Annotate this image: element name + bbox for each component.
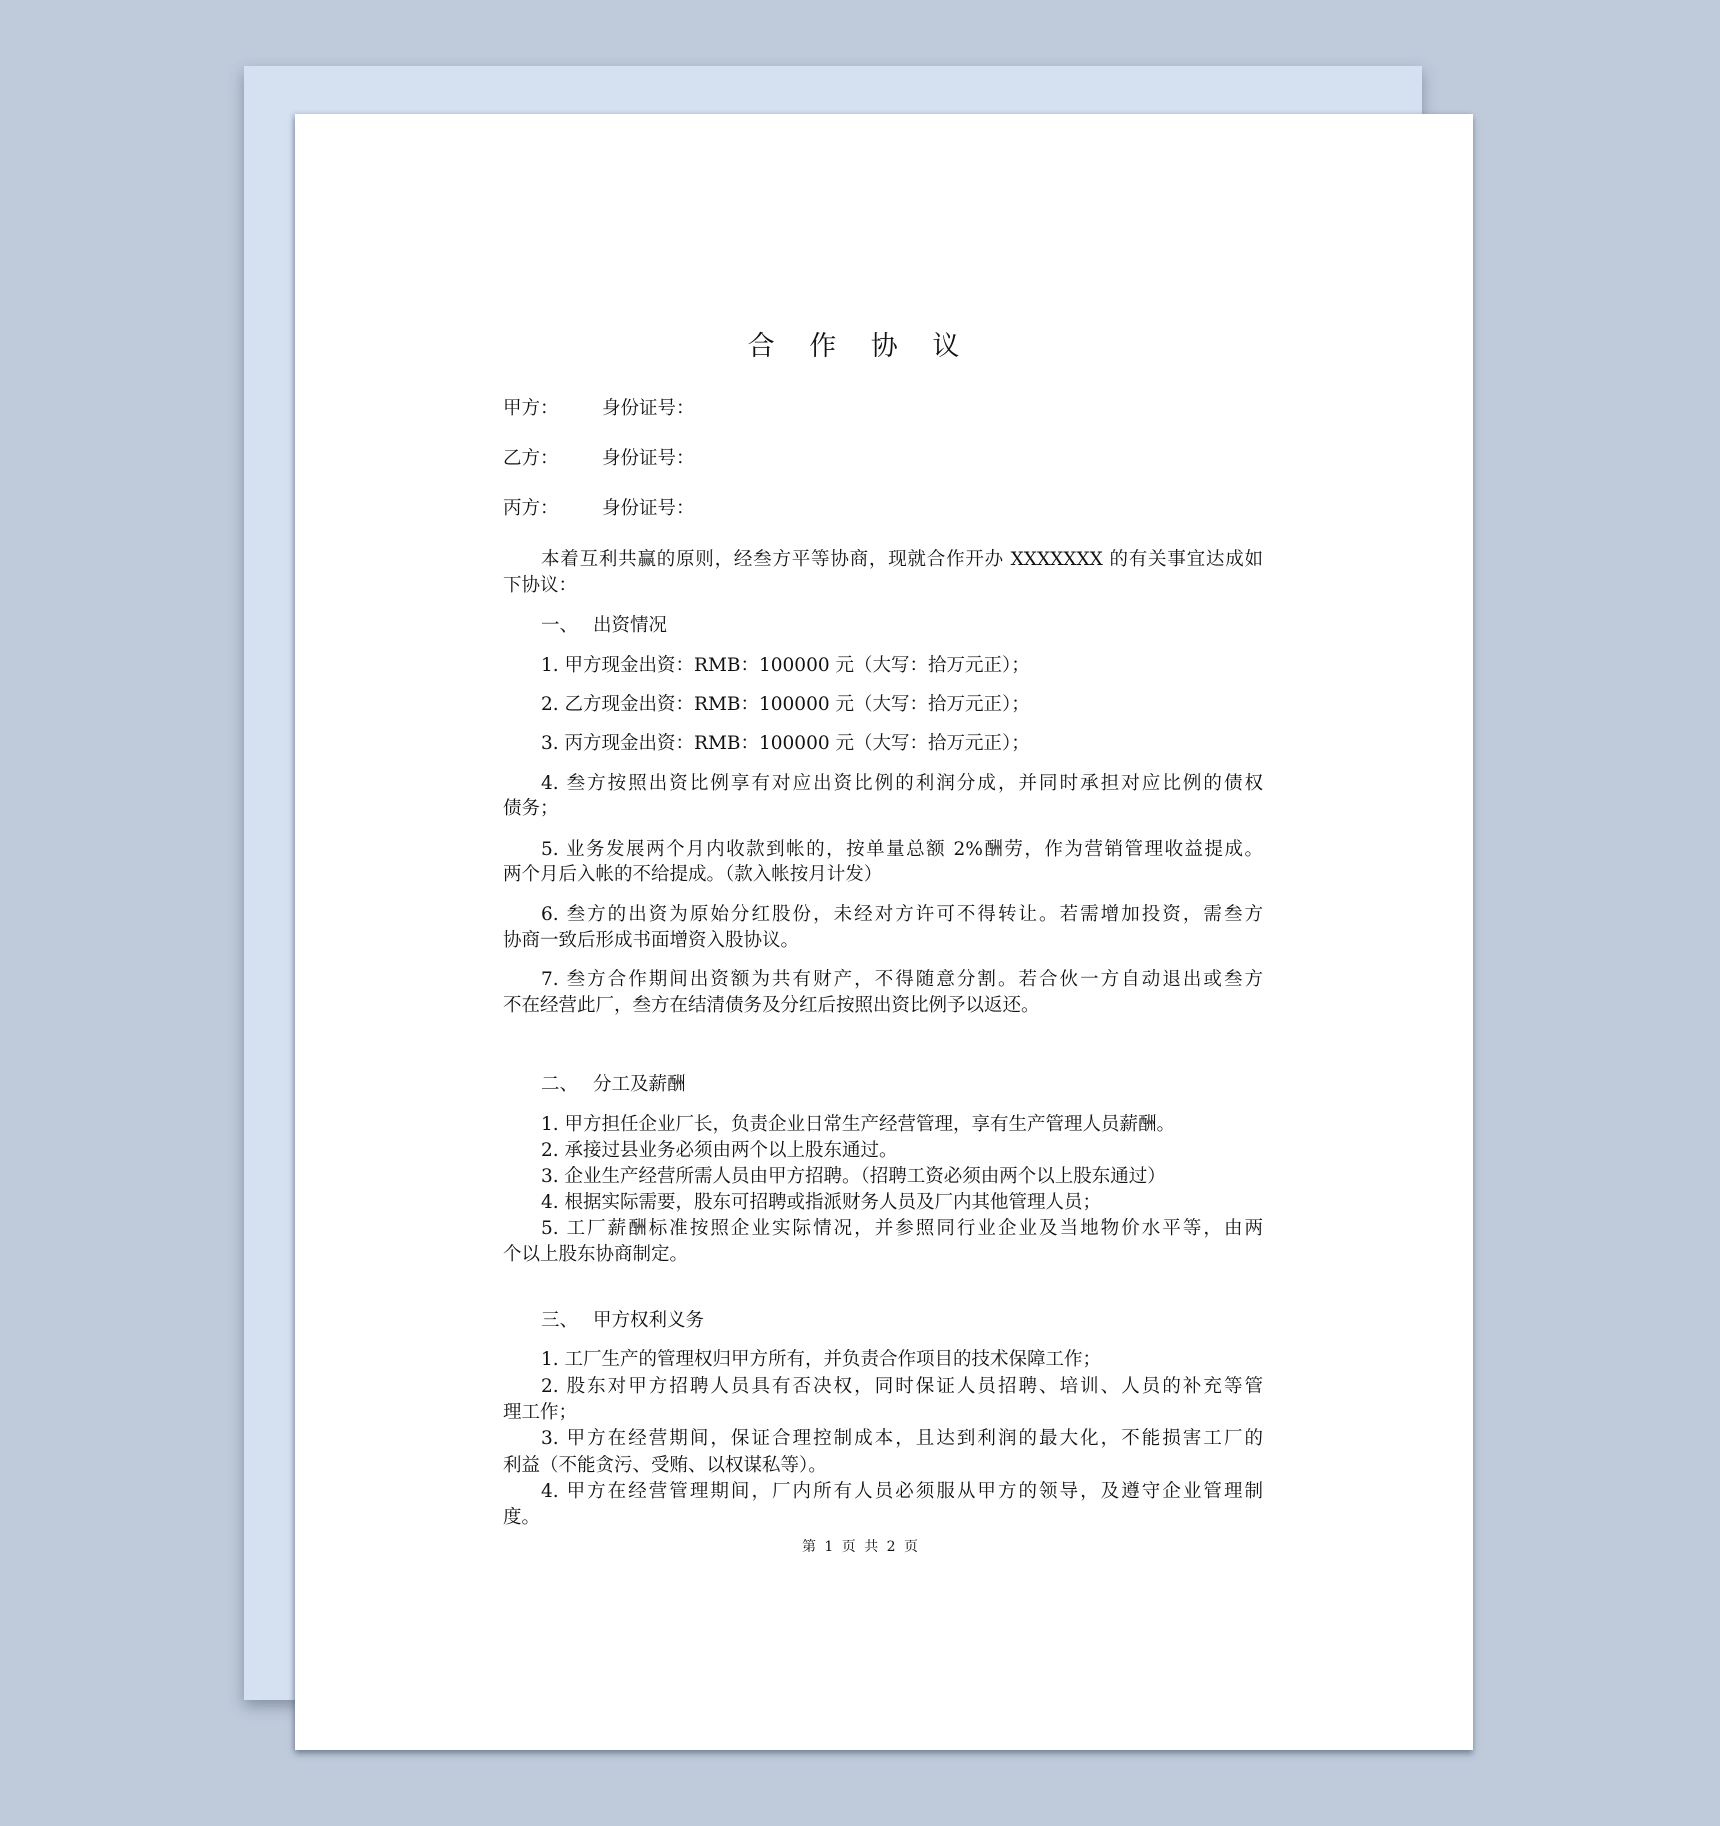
party-row-b	[503, 448, 1263, 470]
document-title: 合 作 协 议	[747, 331, 973, 362]
list-item: 3. 甲方在经营期间，保证合理控制成本，且达到利润的最大化，不能损害工厂的	[541, 1428, 1263, 1449]
list-item: 3. 企业生产经营所需人员由甲方招聘。（招聘工资必须由两个以上股东通过）	[541, 1166, 1166, 1187]
id-number-label: 身份证号：	[602, 398, 695, 419]
list-item: 4. 甲方在经营管理期间，厂内所有人员必须服从甲方的领导，及遵守企业管理制	[541, 1481, 1263, 1502]
id-number-label: 身份证号：	[602, 498, 695, 519]
list-item-continued: 利益（不能贪污、受贿、以权谋私等）。	[503, 1455, 827, 1476]
section-title: 甲方权利义务	[593, 1310, 705, 1331]
list-item: 2. 承接过县业务必须由两个以上股东通过。	[541, 1140, 898, 1161]
section-number: 二、	[541, 1074, 579, 1095]
list-item-continued: 个以上股东协商制定。	[503, 1244, 689, 1265]
party-label: 甲方：	[503, 398, 559, 419]
list-item: 2. 乙方现金出资：RMB：100000 元（大写：拾万元正）；	[541, 694, 1030, 715]
section-title: 分工及薪酬	[593, 1074, 686, 1095]
list-item: 4. 根据实际需要，股东可招聘或指派财务人员及厂内其他管理人员；	[541, 1192, 1102, 1213]
list-item-continued: 协商一致后形成书面增资入股协议。	[503, 930, 800, 951]
page-number-footer: 第 1 页 共 2 页	[801, 1539, 919, 1555]
list-item: 6. 叁方的出资为原始分红股份，未经对方许可不得转让。若需增加投资，需叁方	[541, 904, 1263, 925]
party-row-c	[503, 498, 1263, 520]
section-number: 一、	[541, 615, 579, 636]
section-heading-3	[503, 1310, 1301, 1332]
section-heading-2	[503, 1074, 1301, 1096]
list-item: 1. 甲方担任企业厂长，负责企业日常生产经营管理，享有生产管理人员薪酬。	[541, 1114, 1176, 1135]
list-item-continued: 不在经营此厂，叁方在结清债务及分红后按照出资比例予以返还。	[503, 995, 1040, 1016]
list-item: 1. 甲方现金出资：RMB：100000 元（大写：拾万元正）；	[541, 655, 1030, 676]
list-item: 2. 股东对甲方招聘人员具有否决权，同时保证人员招聘、培训、人员的补充等管	[541, 1376, 1263, 1397]
list-item-continued: 两个月后入帐的不给提成。（款入帐按月计发）	[503, 864, 883, 885]
list-item-continued: 理工作；	[503, 1402, 578, 1423]
list-item: 7. 叁方合作期间出资额为共有财产，不得随意分割。若合伙一方自动退出或叁方	[541, 969, 1263, 990]
party-label: 丙方：	[503, 498, 559, 519]
section-heading-1	[503, 615, 1301, 637]
list-item: 5. 业务发展两个月内收款到帐的，按单量总额 2%酬劳，作为营销管理收益提成。	[541, 839, 1263, 860]
party-label: 乙方：	[503, 448, 559, 469]
list-item: 1. 工厂生产的管理权归甲方所有，并负责合作项目的技术保障工作；	[541, 1349, 1102, 1370]
party-row-a	[503, 398, 1263, 420]
section-number: 三、	[541, 1310, 579, 1331]
id-number-label: 身份证号：	[602, 448, 695, 469]
list-item-continued: 债务；	[503, 798, 559, 819]
list-item: 5. 工厂薪酬标准按照企业实际情况，并参照同行业企业及当地物价水平等，由两	[541, 1218, 1263, 1239]
list-item: 3. 丙方现金出资：RMB：100000 元（大写：拾万元正）；	[541, 733, 1030, 754]
intro-line-1: 本着互利共赢的原则，经叁方平等协商，现就合作开办 XXXXXXX 的有关事宜达成如	[541, 549, 1263, 570]
list-item-continued: 度。	[503, 1507, 541, 1528]
section-title: 出资情况	[593, 615, 668, 636]
list-item: 4. 叁方按照出资比例享有对应出资比例的利润分成，并同时承担对应比例的债权	[541, 773, 1263, 794]
intro-line-2: 下协议：	[503, 575, 578, 596]
